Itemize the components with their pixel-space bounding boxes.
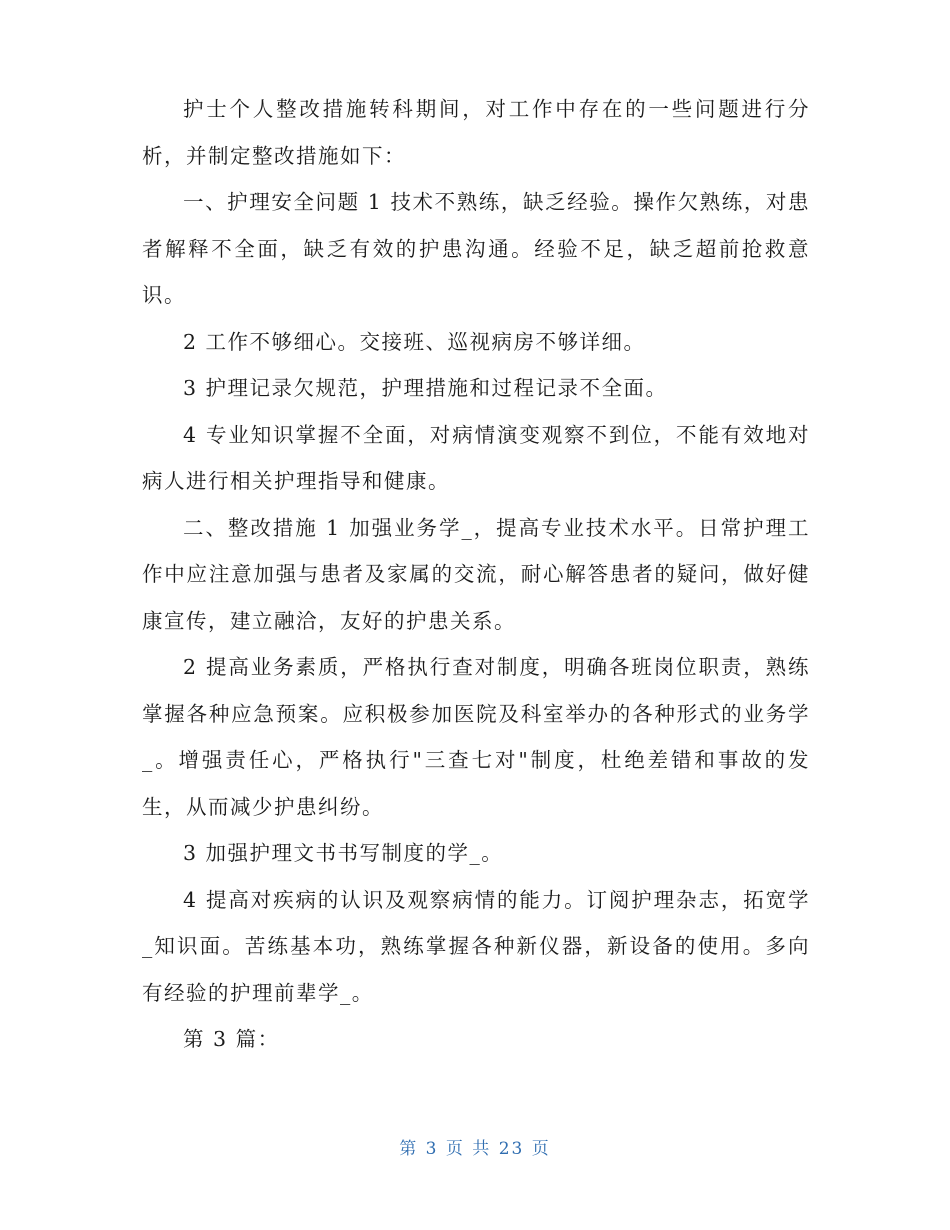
paragraph-measure-2: 2 提高业务素质，严格执行查对制度，明确各班岗位职责，熟练掌握各种应急预案。应积极参加医院及科室举办的各种形式的业务学_。增强责任心，严格执行"三查七对"制度，杜绝差错和事故的发生，从而减少护患纠纷。 [142,655,810,819]
page-number-footer: 第 3 页 共 23 页 [399,1139,551,1159]
document-body [142,86,810,1063]
paragraph-safety-issue-4: 4 专业知识掌握不全面，对病情演变观察不到位，不能有效地对病人进行相关护理指导和健康。 [142,422,810,493]
paragraph-safety-issue-2: 2 工作不够细心。交接班、巡视病房不够详细。 [183,329,646,354]
paragraph-intro: 护士个人整改措施转科期间，对工作中存在的一些问题进行分析，并制定整改措施如下： [142,97,810,168]
paragraph-safety-issue-1: 一、护理安全问题 1 技术不熟练，缺乏经验。操作欠熟练，对患者解释不全面，缺乏有效的护患沟通。经验不足，缺乏超前抢救意识。 [142,190,810,307]
paragraph-measure-1: 二、整改措施 1 加强业务学_，提高专业技术水平。日常护理工作中应注意加强与患者及家属的交流，耐心解答患者的疑问，做好健康宣传，建立融洽，友好的护患关系。 [142,515,810,633]
paragraph-measure-4: 4 提高对疾病的认识及观察病情的能力。订阅护理杂志，拓宽学_知识面。苦练基本功，熟练掌握各种新仪器，新设备的使用。多向有经验的护理前辈学_。 [142,887,810,1005]
paragraph-safety-issue-3: 3 护理记录欠规范，护理措施和过程记录不全面。 [183,376,668,400]
paragraph-section-heading: 第 3 篇： [183,1027,280,1051]
paragraph-measure-3: 3 加强护理文书书写制度的学_。 [183,841,504,865]
